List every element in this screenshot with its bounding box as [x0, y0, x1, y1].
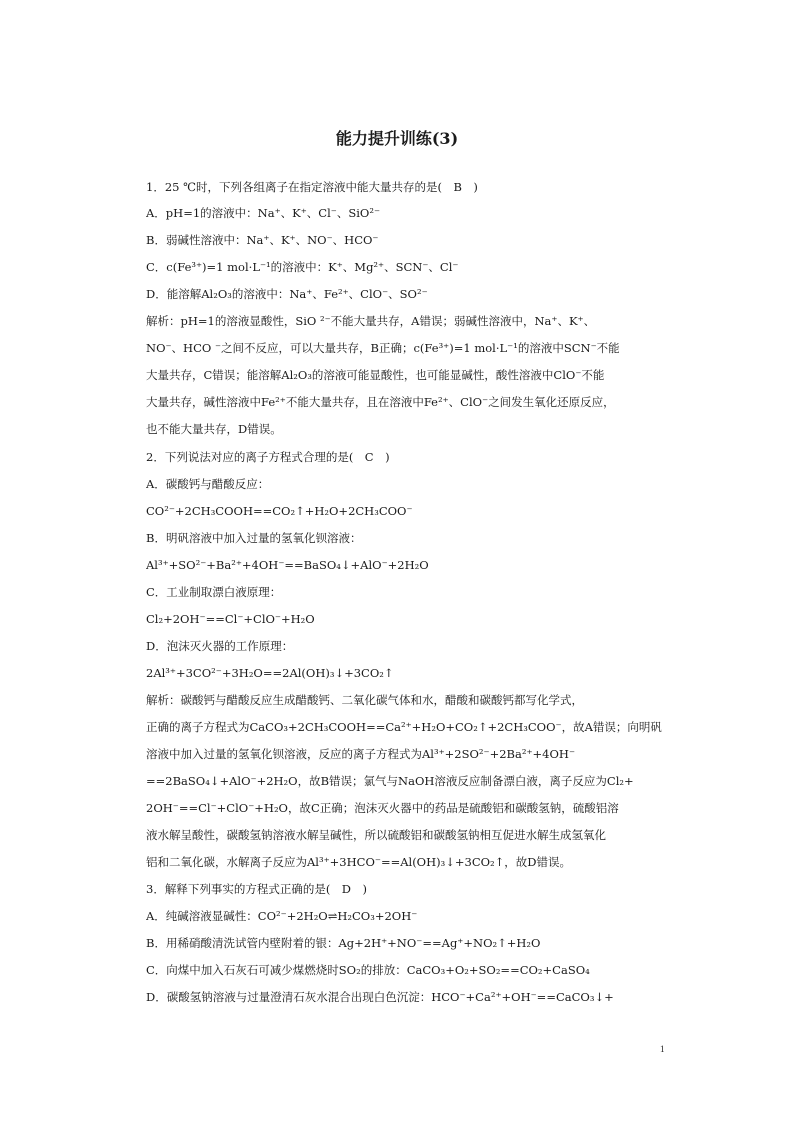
text-line: 解析：碳酸钙与醋酸反应生成醋酸钙、二氧化碳气体和水，醋酸和碳酸钙都写化学式， — [146, 693, 583, 707]
page-number: 1 — [660, 1044, 665, 1054]
text-line: D．能溶解Al₂O₃的溶液中：Na⁺、Fe²⁺、ClO⁻、SO²⁻ — [146, 287, 428, 301]
text-line: 2．下列说法对应的离子方程式合理的是( C ) — [146, 450, 390, 464]
text-line: D．碳酸氢钠溶液与过量澄清石灰水混合出现白色沉淀：HCO⁻+Ca²⁺+OH⁻==CaCO₃↓+ — [146, 990, 614, 1004]
text-line: A．pH=1的溶液中：Na⁺、K⁺、Cl⁻、SiO²⁻ — [146, 206, 381, 220]
text-line: B．弱碱性溶液中：Na⁺、K⁺、NO⁻、HCO⁻ — [146, 233, 379, 247]
text-line: 1．25 ℃时，下列各组离子在指定溶液中能大量共存的是( B ) — [146, 180, 478, 194]
text-line: C．工业制取漂白液原理： — [146, 585, 282, 599]
text-line: C．c(Fe³⁺)=1 mol·L⁻¹的溶液中：K⁺、Mg²⁺、SCN⁻、Cl⁻ — [146, 260, 459, 274]
text-line: Al³⁺+SO²⁻+Ba²⁺+4OH⁻==BaSO₄↓+AlO⁻+2H₂O — [146, 558, 429, 572]
text-line: 大量共存，碱性溶液中Fe²⁺不能大量共存，且在溶液中Fe²⁺、ClO⁻之间发生氧化还原反应， — [146, 395, 615, 409]
text-line: 大量共存，C错误；能溶解Al₂O₃的溶液可能显酸性，也可能显碱性，酸性溶液中ClO⁻不能 — [146, 368, 605, 382]
text-line: A．碳酸钙与醋酸反应： — [146, 477, 270, 491]
text-line: 铝和二氧化碳，水解离子反应为Al³⁺+3HCO⁻==Al(OH)₃↓+3CO₂↑，故D错误。 — [146, 855, 572, 869]
text-line: 2OH⁻==Cl⁻+ClO⁻+H₂O，故C正确；泡沫灭火器中的药品是硫酸铝和碳酸氢钠，硫酸铝溶 — [146, 801, 619, 815]
text-line: 3．解释下列事实的方程式正确的是( D ) — [146, 882, 368, 896]
text-line: 溶液中加入过量的氢氧化钡溶液，反应的离子方程式为Al³⁺+2SO²⁻+2Ba²⁺+4OH⁻ — [146, 747, 576, 761]
text-line: D．泡沫灭火器的工作原理： — [146, 639, 294, 653]
text-line: NO⁻、HCO ⁻之间不反应，可以大量共存，B正确；c(Fe³⁺)=1 mol·L⁻¹的溶液中SCN⁻不能 — [146, 341, 620, 355]
text-line: 液水解呈酸性，碳酸氢钠溶液水解呈碱性，所以硫酸铝和碳酸氢钠相互促进水解生成氢氧化 — [146, 828, 606, 842]
page-title: 能力提升训练(3) — [335, 129, 459, 148]
text-line: Cl₂+2OH⁻==Cl⁻+ClO⁻+H₂O — [146, 612, 315, 626]
text-line: B．用稀硝酸清洗试管内壁附着的银：Ag+2H⁺+NO⁻==Ag⁺+NO₂↑+H₂O — [146, 936, 541, 950]
text-line: C．向煤中加入石灰石可减少煤燃烧时SO₂的排放：CaCO₃+O₂+SO₂==CO₂+CaSO₄ — [146, 963, 590, 977]
text-line: 也不能大量共存，D错误。 — [146, 422, 282, 436]
text-line: ==2BaSO₄↓+AlO⁻+2H₂O，故B错误；氯气与NaOH溶液反应制备漂白液，离子反应为Cl₂+ — [146, 774, 634, 788]
text-line: 正确的离子方程式为CaCO₃+2CH₃COOH==Ca²⁺+H₂O+CO₂↑+2CH₃COO⁻，故A错误；向明矾 — [146, 720, 662, 734]
text-line: 解析：pH=1的溶液显酸性，SiO ²⁻不能大量共存，A错误；弱碱性溶液中，Na⁺、K⁺、 — [146, 314, 596, 328]
text-line: B．明矾溶液中加入过量的氢氧化钡溶液： — [146, 531, 362, 545]
text-line: 2Al³⁺+3CO²⁻+3H₂O==2Al(OH)₃↓+3CO₂↑ — [146, 666, 394, 680]
text-line: A．纯碱溶液显碱性：CO²⁻+2H₂O⇌H₂CO₃+2OH⁻ — [146, 909, 418, 923]
text-line: CO²⁻+2CH₃COOH==CO₂↑+H₂O+2CH₃COO⁻ — [146, 504, 413, 518]
